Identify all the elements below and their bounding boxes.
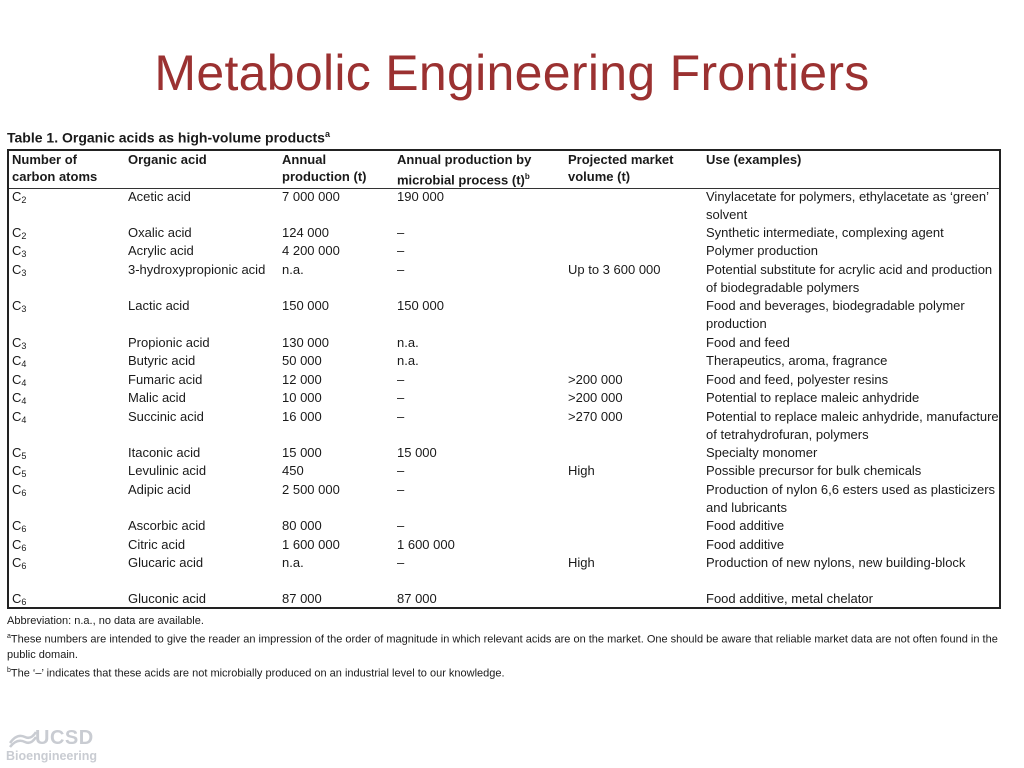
cell-organic-acid: Lactic acid	[128, 298, 190, 313]
carbon-symbol: C	[12, 555, 22, 570]
table-row	[9, 554, 999, 590]
carbon-count: 5	[21, 469, 27, 479]
cell-use: Food additive	[706, 518, 785, 533]
cell-annual-production: 16 000	[282, 409, 322, 424]
table-row	[9, 536, 999, 554]
cell-organic-acid: 3-hydroxypropionic acid	[128, 262, 266, 277]
cell-use: Food and beverages, biodegradable polymer production	[706, 298, 965, 331]
cell-use: Therapeutics, aroma, fragrance	[706, 353, 888, 368]
cell-carbon-atoms	[12, 297, 122, 318]
cell-organic-acid: Glucaric acid	[128, 555, 204, 570]
cell-use: Vinylacetate for polymers, ethylacetate as ‘green’ solvent	[706, 189, 989, 222]
cell-projected-market: High	[568, 463, 595, 478]
cell-use: Potential substitute for acrylic acid and production of biodegradable polymers	[706, 262, 993, 295]
cell-microbial-production: –	[397, 463, 405, 478]
cell-microbial-production: –	[397, 262, 405, 277]
cell-carbon-atoms	[12, 462, 122, 483]
table-caption	[7, 129, 330, 146]
cell-carbon-atoms	[12, 261, 122, 282]
cell-use: Food additive, metal chelator	[706, 591, 873, 606]
cell-organic-acid: Adipic acid	[128, 482, 191, 497]
cell-carbon-atoms	[12, 481, 122, 502]
cell-microbial-production: –	[397, 482, 405, 497]
carbon-symbol: C	[12, 225, 22, 240]
cell-microbial-production: –	[397, 518, 405, 533]
cell-use: Specialty monomer	[706, 445, 818, 460]
header-footnote-mark: b	[524, 171, 530, 181]
cell-annual-production: n.a.	[282, 262, 304, 277]
header-organic-acid: Organic acid	[128, 152, 207, 167]
carbon-count: 4	[21, 378, 27, 388]
carbon-count: 4	[21, 396, 27, 406]
cell-projected-market: >200 000	[568, 390, 623, 405]
cell-organic-acid: Itaconic acid	[128, 445, 201, 460]
cell-use: Potential to replace maleic anhydride, manufacture of tetrahydrofuran, polymers	[706, 409, 999, 442]
table-row	[9, 408, 999, 444]
carbon-symbol: C	[12, 335, 22, 350]
carbon-symbol: C	[12, 353, 22, 368]
carbon-symbol: C	[12, 463, 22, 478]
carbon-count: 4	[21, 359, 27, 369]
cell-use: Production of nylon 6,6 esters used as plasticizers and lubricants	[706, 482, 996, 515]
carbon-symbol: C	[12, 537, 22, 552]
cell-annual-production: n.a.	[282, 555, 304, 570]
cell-organic-acid: Oxalic acid	[128, 225, 192, 240]
cell-annual-production: 130 000	[282, 335, 329, 350]
cell-microbial-production: 190 000	[397, 189, 444, 204]
table-row	[9, 261, 999, 297]
cell-projected-market: Up to 3 600 000	[568, 262, 661, 277]
table-row	[9, 371, 999, 389]
logo-ucsd-text: UCSD	[35, 727, 94, 749]
footnote-b-text: The ‘–’ indicates that these acids are not microbially produced on an industrial level to our knowledge.	[10, 667, 505, 680]
table-row	[9, 590, 999, 608]
carbon-symbol: C	[12, 409, 22, 424]
cell-carbon-atoms	[12, 517, 122, 538]
cell-carbon-atoms	[12, 242, 122, 263]
cell-annual-production: 4 200 000	[282, 243, 340, 258]
cell-annual-production: 10 000	[282, 390, 322, 405]
table-caption-footnote-mark: a	[324, 129, 330, 139]
table-row	[9, 481, 999, 517]
cell-organic-acid: Fumaric acid	[128, 372, 203, 387]
logo-bioengineering-text: Bioengineering	[6, 749, 97, 763]
carbon-count: 3	[21, 304, 27, 314]
cell-microbial-production: –	[397, 555, 405, 570]
cell-annual-production: 50 000	[282, 353, 322, 368]
footnote-b-mark: b	[7, 666, 11, 674]
footnote-a-text: These numbers are intended to give the reader an impression of the order of magnitude in which relevant acids are on the market. One should be aware that reliable market data are not often found in the public domain.	[7, 633, 998, 661]
cell-annual-production: 7 000 000	[282, 189, 340, 204]
cell-use: Polymer production	[706, 243, 818, 258]
cell-annual-production: 87 000	[282, 591, 322, 606]
cell-use: Production of new nylons, new building-block	[706, 555, 966, 570]
cell-annual-production: 1 600 000	[282, 537, 340, 552]
cell-microbial-production: 150 000	[397, 298, 444, 313]
cell-annual-production: 15 000	[282, 445, 322, 460]
ucsd-wave-icon	[9, 729, 37, 749]
carbon-symbol: C	[12, 445, 22, 460]
table-row	[9, 188, 999, 224]
header-microbial-production	[397, 152, 557, 188]
carbon-count: 4	[21, 415, 27, 425]
cell-carbon-atoms	[12, 188, 122, 209]
footnote-a	[7, 629, 1007, 663]
table-row	[9, 297, 999, 334]
cell-microbial-production: –	[397, 372, 405, 387]
carbon-count: 6	[21, 488, 27, 498]
carbon-symbol: C	[12, 298, 22, 313]
cell-microbial-production: 15 000	[397, 445, 437, 460]
cell-annual-production: 450	[282, 463, 304, 478]
carbon-count: 3	[21, 341, 27, 351]
cell-carbon-atoms	[12, 590, 122, 611]
carbon-count: 2	[21, 195, 27, 205]
carbon-count: 3	[21, 268, 27, 278]
cell-microbial-production: –	[397, 390, 405, 405]
cell-projected-market: High	[568, 555, 595, 570]
cell-microbial-production: n.a.	[397, 353, 419, 368]
table-footnotes	[7, 614, 1007, 681]
cell-use: Food additive	[706, 537, 785, 552]
cell-microbial-production: n.a.	[397, 335, 419, 350]
carbon-count: 6	[21, 524, 27, 534]
header-carbon-atoms: Number of carbon atoms	[12, 152, 98, 184]
cell-organic-acid: Malic acid	[128, 390, 186, 405]
cell-projected-market: >270 000	[568, 409, 623, 424]
cell-organic-acid: Butyric acid	[128, 353, 196, 368]
carbon-symbol: C	[12, 482, 22, 497]
carbon-symbol: C	[12, 243, 22, 258]
cell-microbial-production: –	[397, 243, 405, 258]
carbon-symbol: C	[12, 518, 22, 533]
cell-carbon-atoms	[12, 389, 122, 410]
cell-annual-production: 150 000	[282, 298, 329, 313]
cell-organic-acid: Acetic acid	[128, 189, 191, 204]
table-row	[9, 462, 999, 481]
footnote-b	[7, 663, 1007, 682]
cell-microbial-production: 1 600 000	[397, 537, 455, 552]
header-use: Use (examples)	[706, 152, 802, 167]
cell-use: Potential to replace maleic anhydride	[706, 390, 920, 405]
cell-organic-acid: Gluconic acid	[128, 591, 207, 606]
cell-organic-acid: Citric acid	[128, 537, 186, 552]
cell-microbial-production: –	[397, 225, 405, 240]
carbon-count: 6	[21, 561, 27, 571]
cell-organic-acid: Levulinic acid	[128, 463, 207, 478]
cell-annual-production: 80 000	[282, 518, 322, 533]
carbon-symbol: C	[12, 189, 22, 204]
table-row	[9, 224, 999, 242]
organic-acids-table	[7, 149, 1001, 609]
cell-use: Possible precursor for bulk chemicals	[706, 463, 922, 478]
cell-annual-production: 12 000	[282, 372, 322, 387]
footnote-abbreviation: Abbreviation: n.a., no data are available.	[7, 615, 204, 627]
cell-use: Synthetic intermediate, complexing agent	[706, 225, 944, 240]
cell-carbon-atoms	[12, 554, 122, 575]
cell-organic-acid: Propionic acid	[128, 335, 210, 350]
cell-use: Food and feed	[706, 335, 790, 350]
table-row	[9, 444, 999, 462]
cell-organic-acid: Ascorbic acid	[128, 518, 206, 533]
table-row	[9, 334, 999, 352]
carbon-symbol: C	[12, 262, 22, 277]
carbon-symbol: C	[12, 390, 22, 405]
cell-carbon-atoms	[12, 408, 122, 429]
ucsd-bioengineering-logo	[5, 727, 115, 767]
header-annual-production: Annual production (t)	[282, 152, 367, 184]
footnote-a-mark: a	[7, 633, 11, 640]
table-row	[9, 352, 999, 371]
cell-organic-acid: Succinic acid	[128, 409, 204, 424]
slide-title: Metabolic Engineering Frontiers	[154, 45, 870, 101]
carbon-symbol: C	[12, 591, 22, 606]
carbon-count: 2	[21, 231, 27, 241]
table-caption-text: Table 1. Organic acids as high-volume products	[7, 129, 325, 146]
cell-annual-production: 2 500 000	[282, 482, 340, 497]
table-row	[9, 389, 999, 408]
carbon-count: 3	[21, 249, 27, 259]
cell-projected-market: >200 000	[568, 372, 623, 387]
carbon-count: 6	[21, 543, 27, 553]
carbon-count: 6	[21, 597, 27, 607]
cell-annual-production: 124 000	[282, 225, 329, 240]
cell-microbial-production: 87 000	[397, 591, 437, 606]
cell-carbon-atoms	[12, 352, 122, 373]
cell-organic-acid: Acrylic acid	[128, 243, 194, 258]
table-row	[9, 517, 999, 536]
table-row	[9, 242, 999, 261]
table-header-row	[9, 151, 999, 189]
header-microbial-production-text: Annual production by microbial process (t)	[397, 152, 532, 187]
cell-use: Food and feed, polyester resins	[706, 372, 889, 387]
carbon-symbol: C	[12, 372, 22, 387]
carbon-count: 5	[21, 451, 27, 461]
header-projected-market: Projected market volume (t)	[568, 152, 674, 184]
cell-microbial-production: –	[397, 409, 405, 424]
